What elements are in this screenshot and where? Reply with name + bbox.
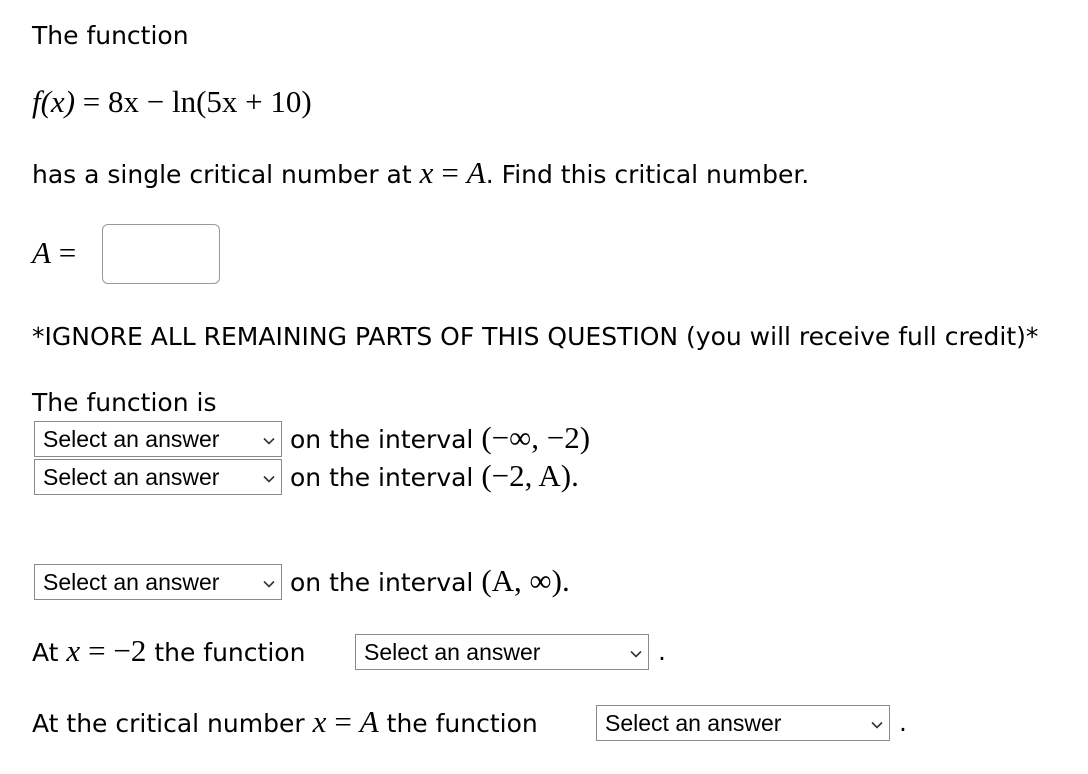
- behavior-select-2-value: Select an answer: [43, 464, 220, 490]
- chevron-down-icon: [263, 578, 275, 590]
- interval-row-1-math: (−∞, −2): [481, 420, 591, 455]
- interval-row-3-text: on the interval: [290, 568, 474, 597]
- part4-eq: =: [334, 704, 352, 739]
- chevron-down-icon: [263, 473, 275, 485]
- ignore-notice: *IGNORE ALL REMAINING PARTS OF THIS QUESTION (you will receive full credit)*: [32, 322, 1039, 351]
- interval-row-1-text: on the interval: [290, 425, 474, 454]
- critical-eq: =: [441, 155, 459, 190]
- part4-prefix: At the critical number: [32, 709, 305, 738]
- function-rhs: = 8x − ln(5x + 10): [82, 84, 312, 119]
- interval-row-2-text: on the interval: [290, 463, 474, 492]
- critical-point-select-value: Select an answer: [605, 710, 782, 736]
- intro-text: The function: [32, 21, 189, 50]
- answer-input[interactable]: [102, 224, 220, 284]
- function-definition: [32, 86, 312, 118]
- critical-sentence: [32, 157, 809, 191]
- critical-point-select[interactable]: [596, 705, 890, 741]
- part3-var: x: [66, 633, 81, 668]
- part4-var: x: [312, 704, 327, 739]
- behavior-select-3[interactable]: [34, 564, 282, 600]
- part3-eq: = −2: [88, 633, 147, 668]
- critical-A: A: [466, 155, 486, 190]
- part3-prefix: At: [32, 638, 59, 667]
- part4-text: the function: [386, 709, 538, 738]
- point-select-value: Select an answer: [364, 639, 541, 665]
- interval-row-2-math: (−2, A).: [481, 458, 579, 493]
- behavior-select-3-value: Select an answer: [43, 569, 220, 595]
- part3-period: .: [658, 637, 666, 666]
- interval-row-3-math: (A, ∞).: [481, 563, 570, 598]
- answer-label-eq: =: [58, 235, 77, 270]
- part3-sentence: [32, 635, 305, 669]
- part4-A: A: [359, 704, 379, 739]
- behavior-select-1-value: Select an answer: [43, 426, 220, 452]
- critical-var: x: [419, 155, 434, 190]
- critical-suffix: . Find this critical number.: [485, 160, 810, 189]
- chevron-down-icon: [871, 719, 883, 731]
- point-select[interactable]: [355, 634, 649, 670]
- critical-prefix: has a single critical number at: [32, 160, 412, 189]
- interval-row-2: [290, 460, 579, 494]
- behavior-select-1[interactable]: [34, 421, 282, 457]
- function-lhs: f(x): [32, 84, 76, 119]
- part2-heading: The function is: [32, 388, 217, 417]
- part4-sentence: [32, 706, 538, 740]
- chevron-down-icon: [263, 435, 275, 447]
- answer-label: [32, 237, 76, 269]
- answer-label-var: A: [32, 235, 51, 270]
- part3-text: the function: [154, 638, 306, 667]
- interval-row-1: [290, 422, 590, 456]
- interval-row-3: [290, 565, 570, 599]
- chevron-down-icon: [630, 648, 642, 660]
- behavior-select-2[interactable]: [34, 459, 282, 495]
- part4-period: .: [899, 708, 907, 737]
